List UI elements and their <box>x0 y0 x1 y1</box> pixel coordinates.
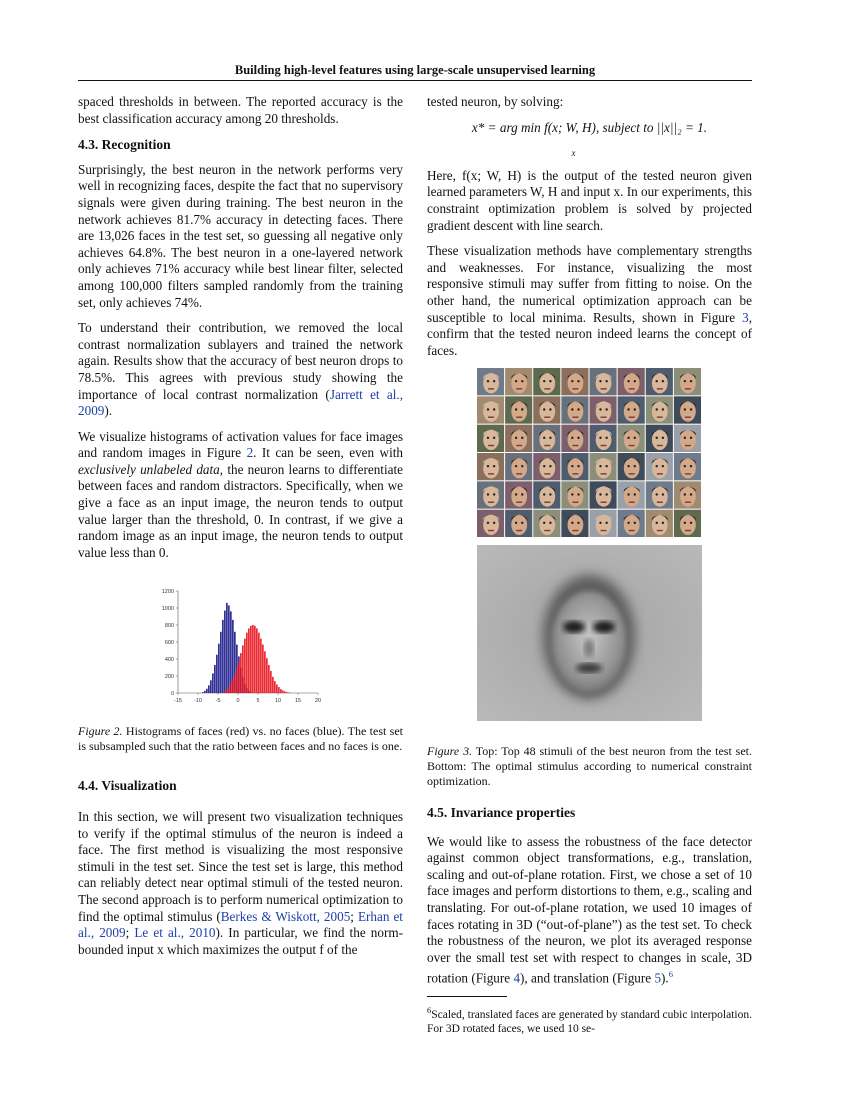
histogram-bar <box>276 685 278 694</box>
stimulus-tile <box>533 425 560 452</box>
histogram-bar <box>236 669 238 694</box>
histogram-bar <box>264 652 266 694</box>
equation-text: x* = arg min f(x; W, H), subject to ||x||₂ = 1. <box>471 119 708 135</box>
stimulus-tile <box>618 397 645 424</box>
text: We would like to assess the robustness of the face detector against common object transformations, e.g., translation, scaling and out-of-plane rotation. First, we chose a set of 10 face images and perform distortions to them, e.g., scaling and translating. For out-of-plane rotation, we used 10 images of faces rotating in 3D (“out-of-plane”) as the test set. To check the robustness of the neuron, we plot its averaged response over the small test set with respect to changes in scale, 3D rotation (Figure <box>427 833 752 986</box>
x-tick-label: 0 <box>236 698 240 705</box>
figure-5-link[interactable]: 5 <box>654 970 662 986</box>
citation-jarrett[interactable]: Jarrett et al., 2009 <box>78 386 404 419</box>
stimulus-tile <box>533 453 560 480</box>
histogram-bar <box>272 677 274 693</box>
y-tick-label: 1000 <box>161 606 174 613</box>
stimulus-tile <box>618 368 645 395</box>
histogram-bar <box>234 675 236 694</box>
y-tick-label: 1200 <box>161 589 174 596</box>
stimulus-tile <box>674 482 701 509</box>
stimulus-tile <box>618 453 645 480</box>
stimulus-tile <box>646 425 673 452</box>
histogram-bar <box>226 603 228 693</box>
footnote-6-marker[interactable]: 6 <box>668 969 673 980</box>
stimulus-tile <box>505 425 532 452</box>
top-stimuli-grid-image <box>427 368 752 538</box>
stimulus-tile <box>590 368 617 395</box>
paragraph-tested: tested neuron, by solving: <box>427 94 564 109</box>
histogram-bar <box>266 659 268 694</box>
stimulus-tile <box>646 482 673 509</box>
histogram-bar <box>222 620 224 693</box>
footnote-text: Scaled, translated faces are generated by standard cubic interpolation. For 3D rotated faces, we used 10 se- <box>427 1009 752 1036</box>
stimulus-tile <box>646 510 673 537</box>
text: ; <box>125 925 135 941</box>
histogram-bar <box>228 606 230 694</box>
text: ). In particular, we find the norm-bounded input x which maximizes the output f of the <box>78 925 403 957</box>
y-tick-label: 600 <box>164 640 174 647</box>
histogram-bar <box>230 612 232 694</box>
histogram-bar <box>252 625 254 693</box>
x-tick-label: 20 <box>314 698 322 705</box>
stimulus-tile <box>590 397 617 424</box>
figure-2-link[interactable]: 2 <box>246 445 254 461</box>
stimulus-tile <box>505 482 532 509</box>
text: In this section, we will present two visualization techniques to verify if the optimal stimulus of the neuron is indeed a face. The first method is visualizing the most responsive stimuli in the test set. Since the test set is large, this method can reliably detect near optimal stimuli of the tested neuron. The second approach is to perform numerical optimization to find the optimal stimulus ( <box>78 809 403 924</box>
left-column <box>78 94 403 967</box>
text: To understand their contribution, we removed the local contrast normalization sublayers and trained the network again. Results show that the accuracy of best neuron drops to 78.5%. This agrees with previous study showing the importance of local contrast normalization ( <box>78 320 403 402</box>
citation-erhan[interactable]: Erhan et al., 2009 <box>78 908 403 941</box>
paragraph-recognition-1: Surprisingly, the best neuron in the network performs very well in recognizing faces, despite the fact that no supervisory signals were given during training. The best neuron in the network achieves 81.7% accuracy in detecting faces. There are 13,026 faces in the test set, so guessing all negative only achieves 64.8%. The best neuron in a one-layered network only achieves 71% accuracy while best linear filter, selected among 100,000 filters sampled randomly from the training set, only achieves 74%. <box>78 161 403 310</box>
stimulus-tile <box>477 368 504 395</box>
histogram-bar <box>214 665 216 693</box>
emphasis: exclusively unlabeled data <box>78 461 220 477</box>
y-tick-label: 400 <box>164 657 174 664</box>
histogram-bar <box>282 691 284 694</box>
x-tick-label: 15 <box>294 698 302 705</box>
stimulus-tile <box>505 397 532 424</box>
stimulus-tile <box>674 510 701 537</box>
figure-2-caption <box>78 724 403 754</box>
histogram-bar <box>222 693 224 694</box>
histogram-bar <box>284 692 286 694</box>
stimulus-tile <box>674 453 701 480</box>
x-tick-label: 5 <box>256 698 260 705</box>
figure-2-label: Figure 2. <box>78 724 123 739</box>
stimulus-tile <box>646 368 673 395</box>
histogram-bar <box>206 689 208 693</box>
equation-optimization <box>427 119 752 159</box>
histogram-chart <box>78 581 403 711</box>
stimulus-tile <box>477 397 504 424</box>
histogram-bar <box>278 687 280 693</box>
paragraph-recognition-3 <box>78 429 403 562</box>
figure-4-link[interactable]: 4 <box>513 970 521 986</box>
stimulus-tile <box>674 368 701 395</box>
stimulus-tile <box>533 368 560 395</box>
histogram-bar <box>220 632 222 693</box>
histogram-bar <box>202 693 204 694</box>
paragraph-visualization <box>78 809 403 958</box>
histogram-bar <box>268 665 270 693</box>
histogram-bar <box>212 674 214 694</box>
paragraph-here: Here, f(x; W, H) is the output of the tested neuron given learned parameters W, H and input x. In our experiments, this constraint optimization problem is solved by projected gradient descent with line search. <box>427 167 752 233</box>
stimulus-tile <box>561 368 588 395</box>
histogram-bar <box>248 629 250 694</box>
histogram-bar <box>242 646 244 694</box>
x-tick-label: -10 <box>194 698 202 705</box>
text: ). <box>661 970 669 986</box>
stimulus-tile <box>618 482 645 509</box>
y-tick-label: 0 <box>170 691 174 698</box>
text: ). <box>104 403 113 419</box>
y-tick-label: 800 <box>164 623 174 630</box>
histogram-bar <box>288 693 290 694</box>
equation-subscript: x <box>571 148 576 159</box>
histogram-bar <box>280 690 282 694</box>
heading-visualization: 4.4. Visualization <box>78 778 177 794</box>
stimulus-tile <box>618 425 645 452</box>
text: These visualization methods have complementary strengths and weaknesses. For instance, visualizing the most responsive stimuli may suffer from fitting to noise. On the other hand, the numerical optimization approach can be susceptible to local minima. Results, shown in Figure <box>427 243 752 325</box>
histogram-bar <box>230 684 232 693</box>
paragraph-invariance <box>427 834 752 988</box>
text: , confirm that the tested neuron indeed learns the concept of faces. <box>427 309 752 358</box>
x-tick-label: -5 <box>215 698 221 705</box>
stimulus-tile <box>618 510 645 537</box>
histogram-bar <box>254 626 256 693</box>
text: . It can be seen, even with <box>253 445 403 461</box>
histogram-bar <box>274 682 276 694</box>
figure-3-link[interactable]: 3 <box>742 309 749 325</box>
running-title: Building high-level features using large-scale unsupervised learning <box>234 63 596 77</box>
caption-text: Top: Top 48 stimuli of the best neuron from the test set. Bottom: The optimal stimulus according to numerical constraint optimization. <box>427 743 753 788</box>
figure-3-label: Figure 3. <box>427 743 473 758</box>
x-tick-label: -15 <box>174 698 182 705</box>
histogram-bar <box>224 611 226 693</box>
stimulus-tile <box>561 510 588 537</box>
citation-le[interactable]: Le et al., 2010 <box>134 925 216 941</box>
stimulus-tile <box>477 482 504 509</box>
stimulus-tile <box>674 397 701 424</box>
stimulus-tile <box>590 482 617 509</box>
stimulus-tile <box>561 453 588 480</box>
stimulus-tile <box>477 425 504 452</box>
stimulus-tile <box>477 510 504 537</box>
figure-3 <box>427 368 752 789</box>
histogram-bar <box>208 686 210 694</box>
stimulus-tile <box>646 453 673 480</box>
footnote-rule <box>427 996 507 997</box>
stimulus-tile <box>505 368 532 395</box>
paragraph-intro: spaced thresholds in between. The reported accuracy is the best classification accuracy among 20 thresholds. <box>78 94 403 126</box>
stimulus-tile <box>590 453 617 480</box>
figure-2 <box>78 581 403 754</box>
stimulus-tile <box>561 482 588 509</box>
stimulus-tile <box>533 397 560 424</box>
stimulus-tile <box>533 482 560 509</box>
header-rule <box>78 80 752 81</box>
x-tick-label: 10 <box>274 698 282 705</box>
histogram-bar <box>256 629 258 694</box>
stimulus-tile <box>477 453 504 480</box>
y-tick-label: 200 <box>164 674 174 681</box>
paragraph-methods <box>427 243 752 359</box>
histogram-bar <box>244 639 246 693</box>
footnote-number: 6 <box>427 1005 432 1016</box>
histogram-bar <box>262 645 264 693</box>
histogram-bar <box>246 633 248 693</box>
text: We visualize histograms of activation values for face images and random images in Figure <box>78 428 403 461</box>
stimulus-tile <box>533 510 560 537</box>
footnote-6 <box>427 1003 752 1036</box>
stimulus-tile <box>590 510 617 537</box>
stimulus-tile <box>561 425 588 452</box>
paragraph-recognition-2 <box>78 320 403 420</box>
histogram-bar <box>258 633 260 693</box>
histogram-bar <box>238 661 240 693</box>
histogram-bar <box>240 653 242 693</box>
citation-berkes[interactable]: Berkes & Wiskott, 2005 <box>220 908 351 924</box>
histogram-bar <box>250 626 252 693</box>
stimulus-tile <box>505 510 532 537</box>
stimulus-tile <box>561 397 588 424</box>
histogram-bar <box>260 639 262 693</box>
stimulus-tile <box>646 397 673 424</box>
right-column <box>427 94 752 1036</box>
optimal-stimulus-image <box>427 545 752 721</box>
stimulus-tile <box>505 453 532 480</box>
text: ; <box>350 908 358 924</box>
histogram-bar <box>216 655 218 693</box>
text: , the neuron learns to differentiate between faces and random distractors. Specifically, when we give a face as an input image, the neuron tends to output value larger than the threshold, 0. In contrast, if we give a random image as an input image, the neuron tends to output value less than 0. <box>78 461 403 560</box>
histogram-bar <box>226 690 228 693</box>
histogram-bar <box>204 691 206 693</box>
histogram-bar <box>228 687 230 693</box>
text: ), and translation (Figure <box>520 970 655 986</box>
histogram-bar <box>286 693 288 694</box>
histogram-bar <box>270 671 272 693</box>
histogram-bar <box>210 681 212 694</box>
heading-recognition: 4.3. Recognition <box>78 137 171 153</box>
stimulus-tile <box>674 425 701 452</box>
histogram-bar <box>224 692 226 694</box>
histogram-bar <box>218 644 220 693</box>
histogram-bar <box>232 680 234 694</box>
stimulus-tile <box>590 425 617 452</box>
figure-3-caption <box>427 744 752 790</box>
heading-invariance: 4.5. Invariance properties <box>427 805 576 821</box>
caption-text: Histograms of faces (red) vs. no faces (blue). The test set is subsampled such that the ratio between faces and no faces is one. <box>78 724 404 754</box>
